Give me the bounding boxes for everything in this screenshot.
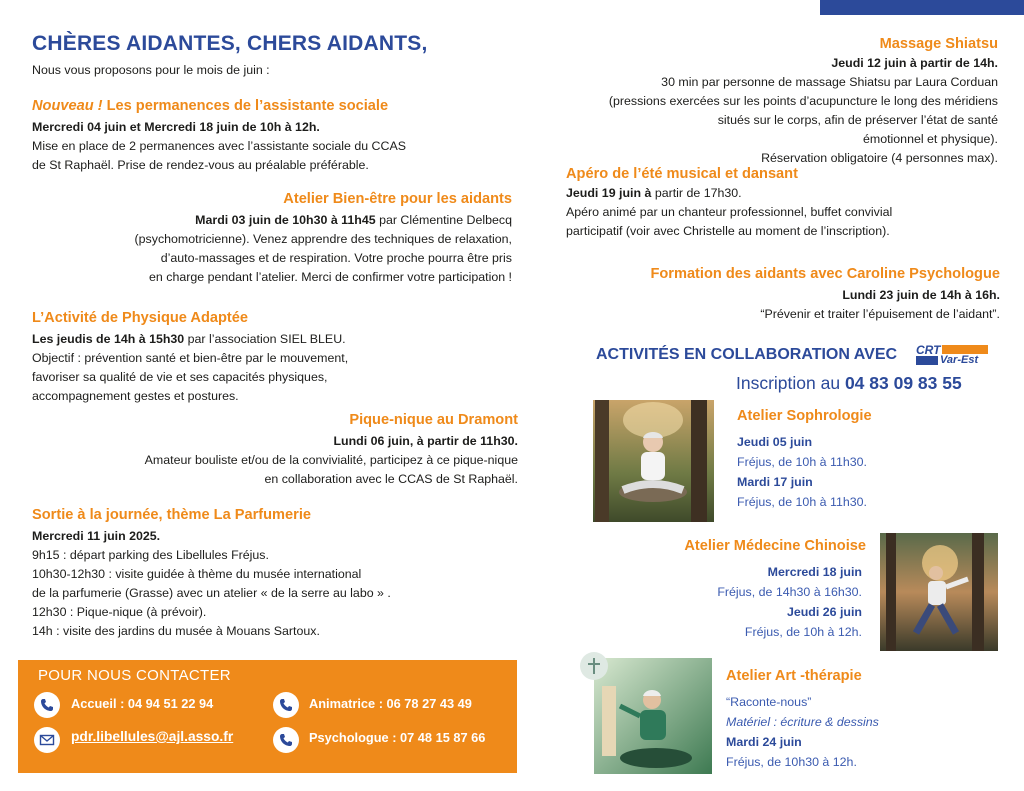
- formation-line: “Prévenir et traiter l’épuisement de l’aidant”.: [760, 307, 1000, 321]
- formation-title: Formation des aidants avec Caroline Psychologue: [650, 266, 1000, 282]
- physique-line: accompagnement gestes et postures.: [32, 389, 239, 403]
- art-quote: “Raconte-nous”: [726, 695, 812, 709]
- crt-logo-text: CRT: [916, 343, 941, 357]
- physique-title: L’Activité de Physique Adaptée: [32, 310, 248, 326]
- social-line: Mise en place de 2 permanences avec l’assistante sociale du CCAS: [32, 139, 406, 153]
- sortie-line: 14h : visite des jardins du musée à Mouans Sartoux.: [32, 624, 320, 638]
- medecine-chinoise-illustration: [880, 533, 998, 651]
- crt-logo-subtext: Var-Est: [940, 354, 979, 366]
- chinoise-block: [600, 562, 862, 642]
- art-place: Fréjus, de 10h30 à 12h.: [726, 755, 857, 769]
- sortie-line: de la parfumerie (Grasse) avec un atelier « de la serre au labo » .: [32, 586, 391, 600]
- shiatsu-title: Massage Shiatsu: [879, 36, 998, 52]
- physique-line: favoriser sa qualité de vie et ses capacités physiques,: [32, 370, 328, 384]
- sortie-line: 9h15 : départ parking des Libellules Fréjus.: [32, 548, 269, 562]
- psychologue-phone[interactable]: Psychologue : 07 48 15 87 66: [309, 730, 486, 745]
- sophro-title: Atelier Sophrologie: [737, 408, 872, 424]
- chinoise-date: Jeudi 26 juin: [786, 605, 862, 619]
- apero-line: Apéro animé par un chanteur professionnel, buffet convivial: [566, 205, 893, 219]
- formation-date: Lundi 23 juin de 14h à 16h.: [842, 288, 1000, 302]
- shiatsu-line: émotionnel et physique).: [862, 132, 998, 146]
- top-accent-bar: [820, 0, 1024, 15]
- phone-icon: [34, 692, 60, 718]
- chinoise-title: Atelier Médecine Chinoise: [684, 538, 866, 554]
- intro-text: Nous vous proposons pour le mois de juin :: [32, 63, 270, 77]
- sophro-place: Fréjus, de 10h à 11h30.: [737, 455, 867, 469]
- phone-icon: [273, 727, 299, 753]
- physique-block: [32, 330, 502, 406]
- piquenique-block: [32, 432, 518, 489]
- shiatsu-line: situés sur le corps, afin de préserver l’état de santé: [717, 113, 998, 127]
- piquenique-title: Pique-nique au Dramont: [349, 412, 518, 428]
- art-therapie-illustration: [568, 650, 712, 774]
- bienetre-line: d’auto-massages et de respiration. Votre proche pourra être pris: [160, 251, 512, 265]
- chinoise-place: Fréjus, de 14h30 à 16h30.: [717, 585, 862, 599]
- email-link[interactable]: pdr.libellules@ajl.asso.fr: [71, 729, 234, 744]
- apero-title: Apéro de l’été musical et dansant: [566, 166, 798, 182]
- shiatsu-date: Jeudi 12 juin à partir de 14h.: [831, 56, 998, 70]
- sophrologie-illustration: [593, 400, 714, 522]
- social-line: de St Raphaël. Prise de rendez-vous au préalable préférable.: [32, 158, 369, 172]
- art-title: Atelier Art -thérapie: [726, 668, 862, 684]
- formation-block: [560, 286, 1000, 324]
- piquenique-line: en collaboration avec le CCAS de St Raphaël.: [264, 472, 518, 486]
- art-block: [726, 692, 879, 772]
- physique-date-line: Les jeudis de 14h à 15h30 par l’association SIEL BLEU.: [32, 332, 346, 346]
- animatrice-phone[interactable]: Animatrice : 06 78 27 43 49: [309, 696, 472, 711]
- chinoise-date: Mercredi 18 juin: [767, 565, 862, 579]
- shiatsu-line: 30 min par personne de massage Shiatsu par Laura Corduan: [661, 75, 998, 89]
- bienetre-title: Atelier Bien-être pour les aidants: [283, 191, 512, 207]
- sophro-date: Jeudi 05 juin: [737, 435, 813, 449]
- sortie-line: 10h30-12h30 : visite guidée à thème du musée international: [32, 567, 362, 581]
- social-block: [32, 118, 502, 175]
- shiatsu-line: (pressions exercées sur les points d’acupuncture le long des méridiens: [608, 94, 998, 108]
- crt-logo: [916, 343, 988, 367]
- sortie-line: 12h30 : Pique-nique (à prévoir).: [32, 605, 207, 619]
- chinoise-place: Fréjus, de 10h à 12h.: [744, 625, 862, 639]
- bienetre-date-line: Mardi 03 juin de 10h30 à 11h45 par Clémentine Delbecq: [195, 213, 512, 227]
- bienetre-line: (psychomotricienne). Venez apprendre des techniques de relaxation,: [134, 232, 512, 246]
- bienetre-block: [32, 211, 512, 287]
- social-title: Nouveau ! Les permanences de l’assistante sociale: [32, 98, 389, 114]
- apero-line: participatif (voir avec Christelle au moment de l’inscription).: [566, 224, 890, 238]
- social-date: Mercredi 04 juin et Mercredi 18 juin de 10h à 12h.: [32, 120, 320, 134]
- art-materiel: Matériel : écriture & dessins: [726, 715, 879, 729]
- piquenique-line: Amateur bouliste et/ou de la convivialité, participez à ce pique-nique: [144, 453, 518, 467]
- page-title: CHÈRES AIDANTES, CHERS AIDANTS,: [32, 32, 428, 55]
- contact-title: POUR NOUS CONTACTER: [38, 667, 231, 684]
- phone-icon: [273, 692, 299, 718]
- apero-block: [566, 184, 1006, 241]
- bienetre-line: en charge pendant l’atelier. Merci de confirmer votre participation !: [149, 270, 512, 284]
- sortie-date: Mercredi 11 juin 2025.: [32, 529, 161, 543]
- art-date: Mardi 24 juin: [726, 735, 802, 749]
- sortie-title: Sortie à la journée, thème La Parfumerie: [32, 507, 311, 523]
- shiatsu-line: Réservation obligatoire (4 personnes max).: [761, 151, 998, 165]
- collab-title: ACTIVITÉS EN COLLABORATION AVEC: [596, 346, 898, 363]
- physique-line: Objectif : prévention santé et bien-être par le mouvement,: [32, 351, 349, 365]
- accueil-phone[interactable]: Accueil : 04 94 51 22 94: [71, 696, 214, 711]
- sophro-block: [737, 432, 867, 512]
- apero-date-line: Jeudi 19 juin à partir de 17h30.: [566, 186, 742, 200]
- sortie-block: [32, 527, 502, 641]
- shiatsu-block: [540, 54, 998, 168]
- mail-icon: [34, 727, 60, 753]
- sophro-place: Fréjus, de 10h à 11h30.: [737, 495, 867, 509]
- inscription-line: Inscription au 04 83 09 83 55: [736, 373, 962, 393]
- contact-box: [18, 660, 517, 773]
- piquenique-date: Lundi 06 juin, à partir de 11h30.: [333, 434, 518, 448]
- inscription-phone[interactable]: 04 83 09 83 55: [844, 373, 962, 393]
- sophro-date: Mardi 17 juin: [737, 475, 813, 489]
